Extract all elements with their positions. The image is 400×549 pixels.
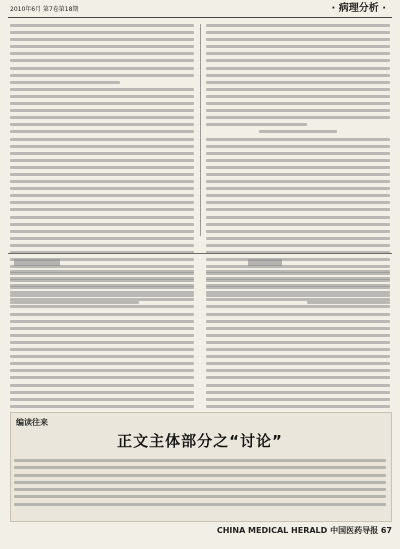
references-heading [248, 259, 282, 266]
issue-info: 2010年6月 第7卷第18期 [10, 6, 79, 13]
running-header [8, 3, 392, 18]
page-footer: CHINA MEDICAL HERALD 中国医药导报 67 [216, 526, 392, 535]
section-name: · 病理分析 · [331, 3, 386, 14]
lower-section-heading [14, 259, 60, 266]
editor-column-tag: 编读往来 [16, 418, 48, 427]
references-list [206, 270, 390, 419]
editor-column-title: 正文主体部分之“讨论” [117, 432, 283, 450]
section-rule [8, 253, 392, 254]
column-divider [200, 24, 201, 236]
editor-column-text [14, 459, 386, 510]
top-right-column [206, 24, 390, 308]
bottom-left-column [10, 270, 194, 419]
